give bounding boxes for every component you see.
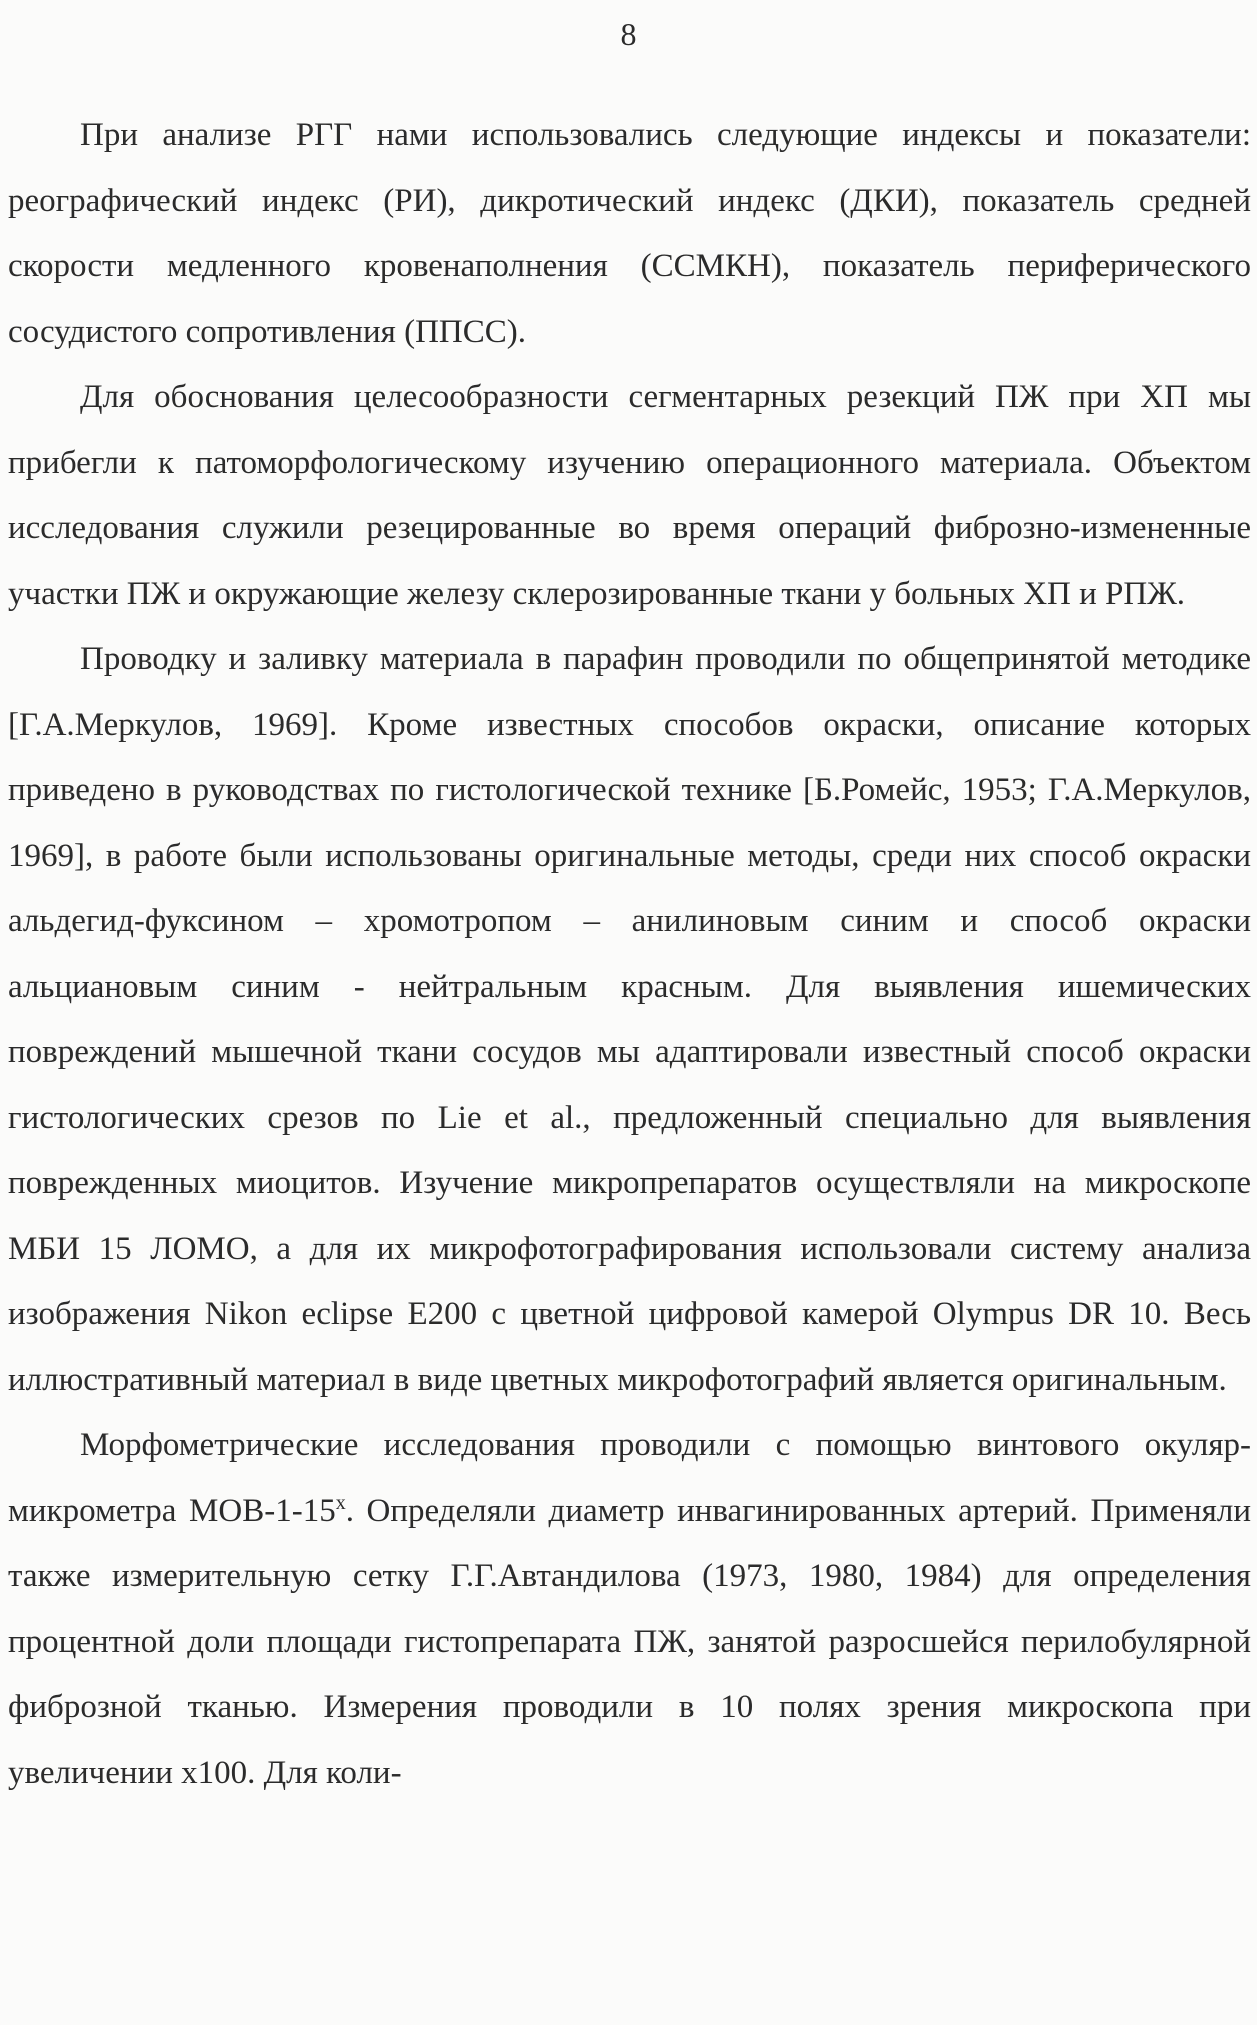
paragraph-pathomorphology: Для обоснования целесообразности сегментарных резекций ПЖ при ХП мы прибегли к патоморфологическому изучению операционного материала. Объектом исследования служили резецированные во время операций фиброзно-измененные участки ПЖ и окружающие железу склерозированные ткани у больных ХП и РПЖ. xyxy=(8,379,1251,612)
paragraph-morphometry xyxy=(8,1413,1251,1806)
paragraph-rgg-indices: При анализе РГГ нами использовались следующие индексы и показатели: реографический индекс (РИ), дикротический индекс (ДКИ), показатель средней скорости медленного кровенаполнения (ССМКН), показатель периферического сосудистого сопротивления (ППСС). xyxy=(8,117,1251,350)
page-number: 8 xyxy=(620,16,637,52)
document-body xyxy=(8,103,1251,1806)
morphometry-text-end: . Определяли диаметр инвагинированных артерий. Применяли также измерительную сетку Г.Г.Автандилова (1973, 1980, 1984) для определения процентной доли площади гистопрепарата ПЖ, занятой разросшейся перилобулярной фиброзной тканью. Измерения проводили в 10 полях зрения микроскопа при увеличении х100. Для коли- xyxy=(8,1492,1251,1791)
morphometry-text-start: Морфометрические исследования проводили с помощью винтового окуляр-микрометра МОВ-1-15 xyxy=(8,1427,1251,1529)
superscript-x: x xyxy=(335,1491,346,1514)
paragraph-staining-methods: Проводку и заливку материала в парафин проводили по общепринятой методике [Г.А.Меркулов, 1969]. Кроме известных способов окраски, описание которых приведено в руководствах по гистологической технике [Б.Ромейс, 1953; Г.А.Меркулов, 1969], в работе были использованы оригинальные методы, среди них способ окраски альдегид-фуксином – хромотропом – анилиновым синим и способ окраски альциановым синим - нейтральным красным. Для выявления ишемических повреждений мышечной ткани сосудов мы адаптировали известный способ окраски гистологических срезов по Lie et al., предложенный специально для выявления поврежденных миоцитов. Изучение микропрепаратов осуществляли на микроскопе МБИ 15 ЛОМО, а для их микрофотографирования использовали систему анализа изображения Nikon eclipse E200 с цветной цифровой камерой Olympus DR 10. Весь иллюстративный материал в виде цветных микрофотографий является оригинальным. xyxy=(8,641,1251,1398)
